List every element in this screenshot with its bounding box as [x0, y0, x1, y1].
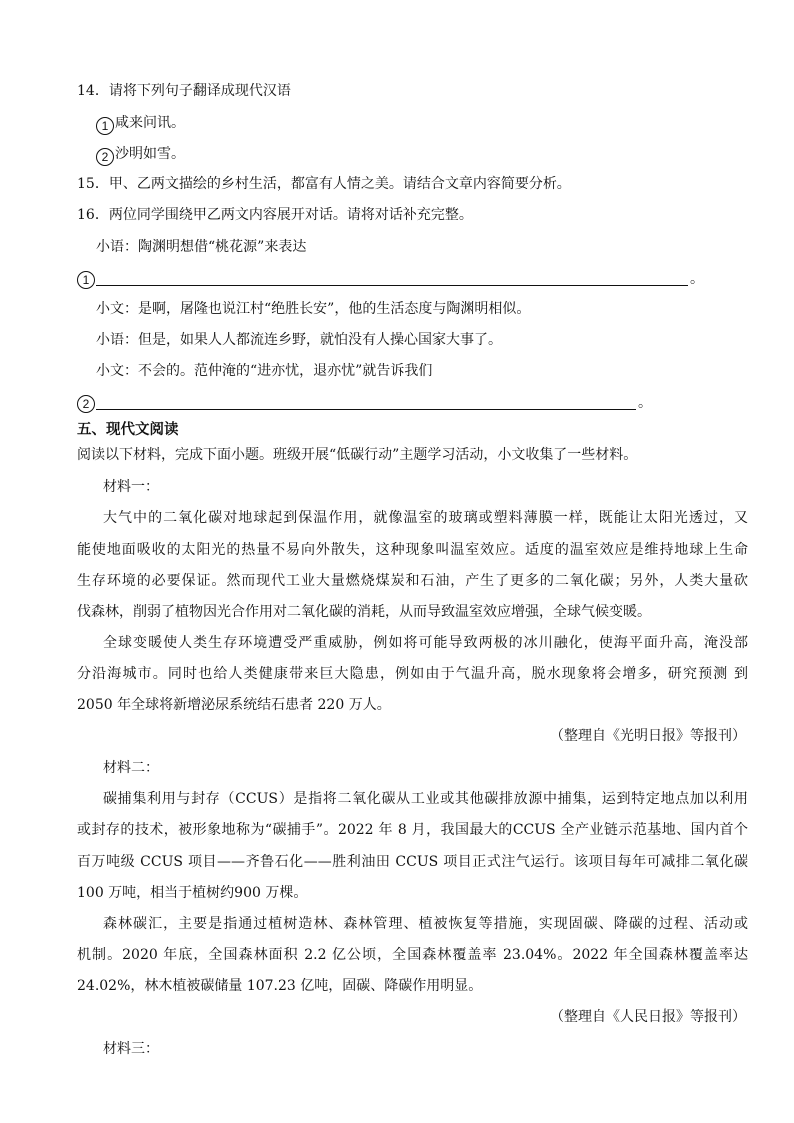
answer-blank-2-row: [77, 394, 96, 413]
dialogue-line-1: 小语：陶渊明想借“桃花源”来表达: [96, 239, 307, 255]
material-2-paragraph-1-line-1: 碳捕集利用与封存（CCUS）是指将二氧化碳从工业或其他碳排放源中捕集，运到特定地点加以利用: [103, 791, 748, 807]
circled-number-2: 2: [96, 148, 114, 166]
q14-item-1: [96, 116, 185, 135]
material-1-paragraph-1-line-1: 大气中的二氧化碳对地球起到保温作用，就像温室的玻璃或塑料薄膜一样，既能让太阳光透过，又: [103, 510, 748, 526]
material-1-label: 材料一：: [103, 479, 159, 495]
q15-title: 15．甲、乙两文描绘的乡村生活，都富有人情之美。请结合文章内容简要分析。: [77, 176, 571, 192]
material-2-paragraph-2-line-3: 24.02%，林木植被碳储量 107.23 亿吨，固碳、降碳作用明显。: [77, 978, 483, 994]
circled-number-1: 1: [96, 117, 114, 135]
q16-title: 16．两位同学围绕甲乙两文内容展开对话。请将对话补充完整。: [77, 207, 473, 223]
material-2-paragraph-2-line-1: 森林碳汇，主要是指通过植树造林、森林管理、植被恢复等措施，实现固碳、降碳的过程、活动或: [103, 916, 748, 932]
section-intro: 阅读以下材料，完成下面小题。班级开展“低碳行动”主题学习活动，小文收集了一些材料。: [77, 447, 638, 463]
material-2-label: 材料二：: [103, 760, 159, 776]
dialogue-line-2: 小文：是啊，屠隆也说江村“绝胜长安”，他的生活态度与陶渊明相似。: [96, 301, 531, 317]
section-heading: 五、现代文阅读: [77, 422, 179, 438]
answer-blank-1-period: 。: [690, 271, 704, 287]
material-2-source: （整理自《人民日报》等报刊）: [550, 1009, 746, 1025]
material-1-paragraph-1-line-2: 能使地面吸收的太阳光的热量不易向外散失，这种现象叫温室效应。适度的温室效应是维持地球上生命: [77, 542, 748, 558]
material-1-paragraph-1-line-4: 伐森林，削弱了植物因光合作用对二氧化碳的消耗，从而导致温室效应增强，全球气候变暖。: [77, 604, 651, 620]
material-2-paragraph-2-line-2: 机制。2020 年底，全国森林面积 2.2 亿公顷，全国森林覆盖率 23.04%。2022 年全国森林覆盖率达: [77, 947, 748, 963]
material-1-paragraph-1-line-3: 生存环境的必要保证。然而现代工业大量燃烧煤炭和石油，产生了更多的二氧化碳；另外，人类大量砍: [77, 573, 748, 589]
circled-number-1: 1: [77, 271, 95, 289]
q14-item-2-text: 沙明如雪。: [115, 146, 185, 162]
material-2-paragraph-1-line-4: 100 万吨，相当于植树约900 万棵。: [77, 885, 308, 901]
material-1-source: （整理自《光明日报》等报刊）: [550, 728, 746, 744]
material-1-paragraph-2-line-3: 2050 年全球将新增泌尿系统结石患者 220 万人。: [77, 697, 391, 713]
material-2-paragraph-1-line-2: 或封存的技术，被形象地称为“碳捕手”。2022 年 8 月，我国最大的CCUS 全产业链示范基地、国内首个: [77, 822, 748, 838]
q14-title: 14．请将下列句子翻译成现代汉语: [77, 83, 291, 99]
q14-item-2: [96, 147, 185, 166]
material-1-paragraph-2-line-1: 全球变暖使人类生存环境遭受严重威胁，例如将可能导致两极的冰川融化，使海平面升高，淹没部: [103, 635, 748, 651]
q14-item-1-text: 咸来问讯。: [115, 115, 185, 131]
material-3-label: 材料三：: [103, 1041, 159, 1057]
circled-number-2: 2: [77, 395, 95, 413]
dialogue-line-3: 小语：但是，如果人人都流连乡野，就怕没有人操心国家大事了。: [96, 332, 502, 348]
dialogue-line-4: 小文：不会的。范仲淹的“进亦忧，退亦忧”就告诉我们: [96, 363, 433, 379]
answer-blank-1-row: [77, 270, 96, 289]
answer-blank-1[interactable]: [96, 285, 688, 286]
material-2-paragraph-1-line-3: 百万吨级 CCUS 项目——齐鲁石化——胜利油田 CCUS 项目正式注气运行。该项目每年可减排二氧化碳: [77, 854, 748, 870]
answer-blank-2[interactable]: [96, 409, 636, 410]
material-1-paragraph-2-line-2: 分沿海城市。同时也给人类健康带来巨大隐患，例如由于气温升高，脱水现象将会增多，研究预测 到: [77, 666, 748, 682]
answer-blank-2-period: 。: [638, 395, 652, 411]
